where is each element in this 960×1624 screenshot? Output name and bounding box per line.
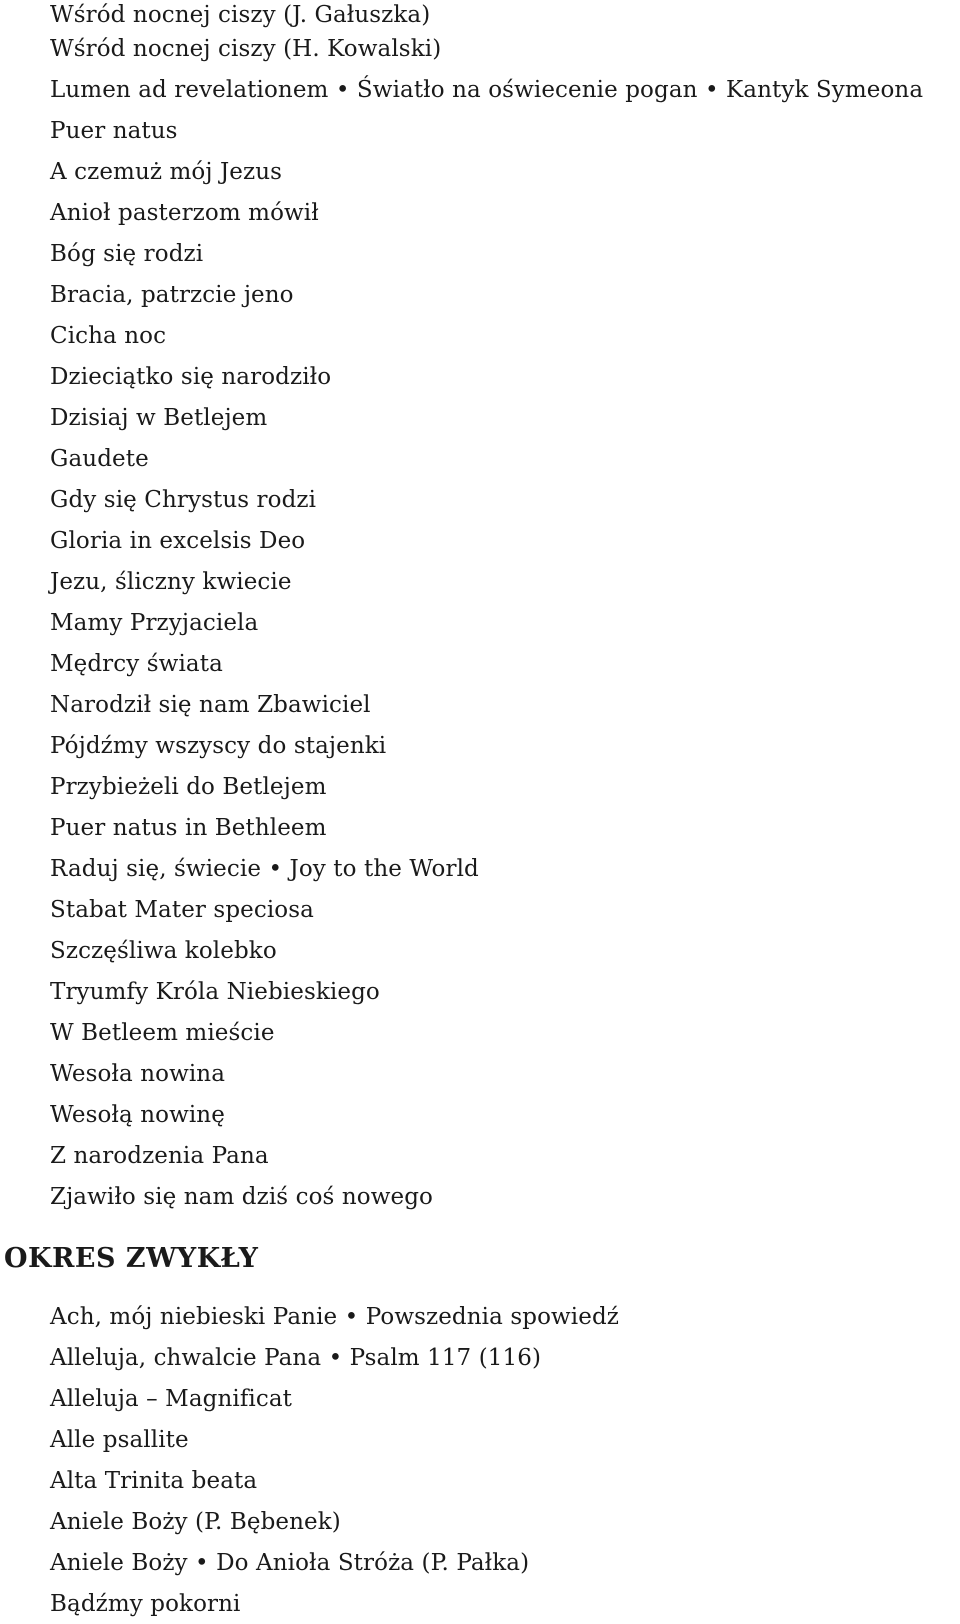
song-entry: Puer natus in Bethleem [50,815,327,841]
song-entry: Alle psallite [50,1427,189,1453]
song-entry: Przybieżeli do Betlejem [50,774,327,800]
song-entry: Gaudete [50,446,149,472]
song-entry: Jezu, śliczny kwiecie [50,569,292,595]
song-entry: Szczęśliwa kolebko [50,938,277,964]
song-entry: Bóg się rodzi [50,241,204,267]
song-entry: Aniele Boży (P. Bębenek) [50,1509,341,1535]
song-entry: Narodził się nam Zbawiciel [50,692,371,718]
song-entry: Z narodzenia Pana [50,1143,269,1169]
song-entry: Alleluja – Magnificat [50,1386,293,1412]
song-entry: Gdy się Chrystus rodzi [50,487,317,513]
song-entry: Aniele Boży • Do Anioła Stróża (P. Pałka) [50,1550,530,1576]
song-entry: Raduj się, świecie • Joy to the World [50,856,479,882]
song-entry: Anioł pasterzom mówił [50,200,319,226]
song-entry: Wesołą nowinę [50,1102,225,1128]
song-entry: Lumen ad revelationem • Światło na oświecenie pogan • Kantyk Symeona [50,77,924,103]
song-entry: Alta Trinita beata [50,1468,258,1494]
song-entry: Stabat Mater speciosa [50,897,314,923]
song-entry: Gloria in excelsis Deo [50,528,306,554]
song-entry: Mędrcy świata [50,651,223,677]
song-entry: Bądźmy pokorni [50,1591,241,1617]
song-entry: Dzisiaj w Betlejem [50,405,268,431]
song-entry: Ach, mój niebieski Panie • Powszednia spowiedź [50,1304,620,1330]
song-entry: Puer natus [50,118,178,144]
song-entry: Wesoła nowina [50,1061,226,1087]
song-entry: Cicha noc [50,323,167,349]
song-entry: Wśród nocnej ciszy (H. Kowalski) [50,36,442,62]
song-entry: Dzieciątko się narodziło [50,364,332,390]
song-entry: Wśród nocnej ciszy (J. Gałuszka) [50,2,431,28]
song-entry: Tryumfy Króla Niebieskiego [50,979,380,1005]
song-entry: W Betleem mieście [50,1020,275,1046]
song-entry: Pójdźmy wszyscy do stajenki [50,733,387,759]
section-heading-okres-zwykly: OKRES ZWYKŁY [4,1243,259,1274]
song-entry: Mamy Przyjaciela [50,610,259,636]
song-entry: A czemuż mój Jezus [50,159,283,185]
song-entry: Zjawiło się nam dziś coś nowego [50,1184,433,1210]
song-entry: Bracia, patrzcie jeno [50,282,294,308]
song-entry: Alleluja, chwalcie Pana • Psalm 117 (116) [50,1345,542,1371]
